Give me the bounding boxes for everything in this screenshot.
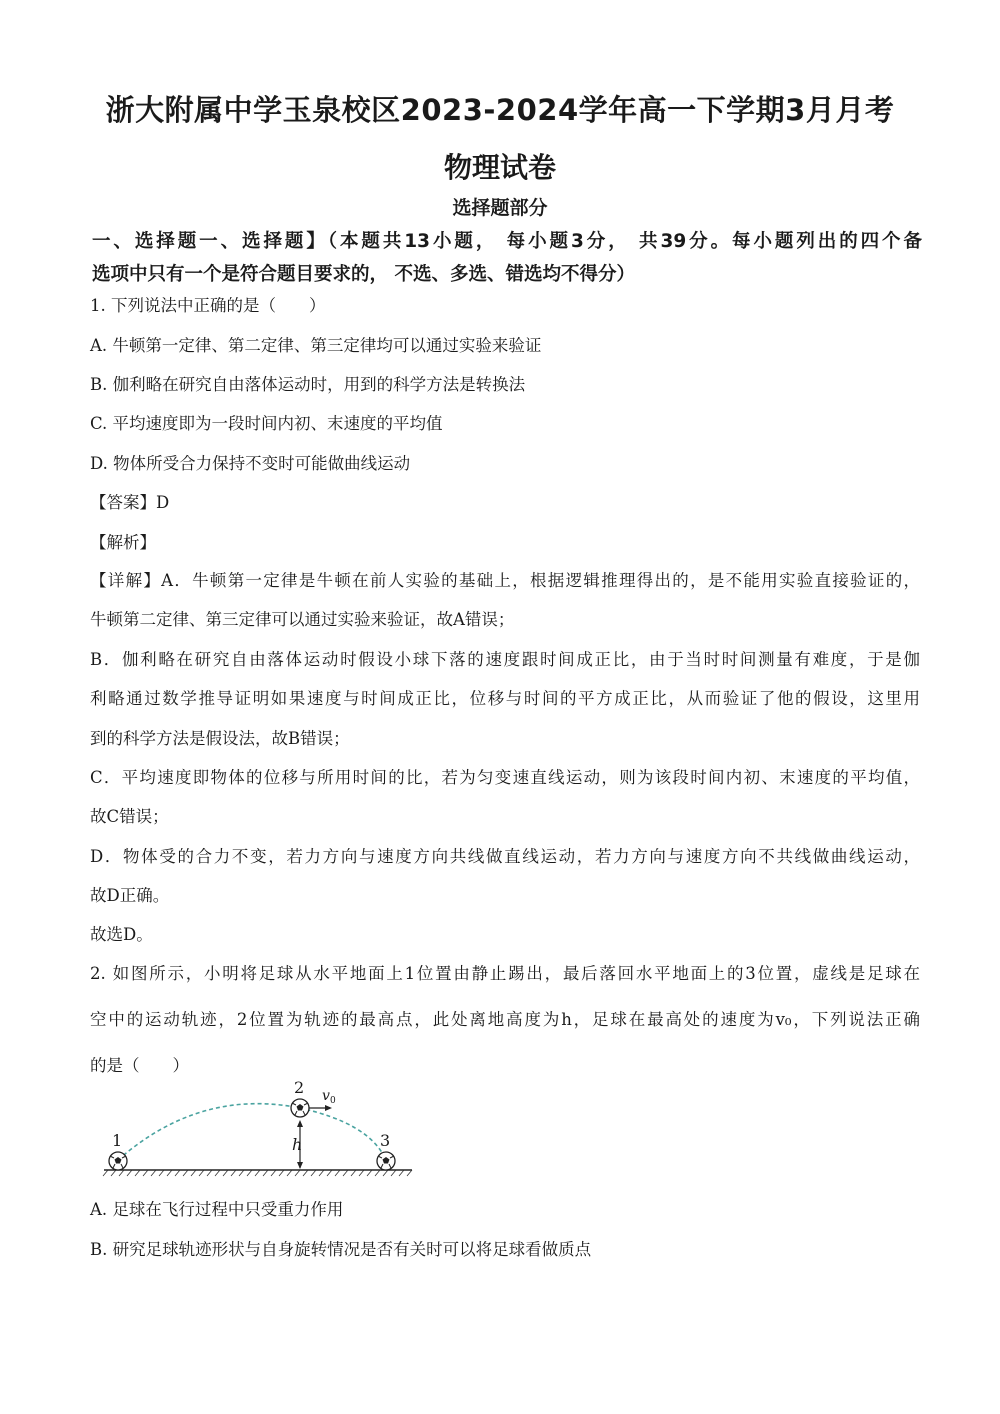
q1-detail-line: 故D正确。 [90,886,170,905]
label-height: h [292,1135,303,1154]
section-header-line-2: 选项中只有一个是符合题目要求的， 不选、多选、错选均不得分） [92,264,635,285]
q1-option-c: C. 平均速度即为一段时间内初、末速度的平均值 [90,414,443,433]
football-position-3 [377,1152,395,1170]
q1-option-d: D. 物体所受合力保持不变时可能做曲线运动 [90,454,411,473]
q1-conclusion: 故选D。 [90,925,153,944]
q1-option-a: A. 牛顿第一定律、第二定律、第三定律均可以通过实验来验证 [90,336,542,355]
section-header-line-1: 一、选择题一、选择题】（本题共13小题， 每小题3分， 共39分。每小题列出的四个备 [92,231,922,252]
label-position-2: 2 [294,1078,305,1097]
football-trajectory-figure [100,1078,420,1178]
q1-detail-line: 利略通过数学推导证明如果速度与时间成正比，位移与时间的平方成正比，从而验证了他的假设，这里用 [90,689,920,708]
q1-option-b: B. 伽利略在研究自由落体运动时，用到的科学方法是转换法 [90,375,526,394]
label-velocity: v [322,1088,330,1104]
q1-stem: 1. 下列说法中正确的是（ ） [90,296,326,315]
q2-option-b: B. 研究足球轨迹形状与自身旋转情况是否有关时可以将足球看做质点 [90,1240,592,1259]
q1-detail-line: 到的科学方法是假设法，故B错误； [90,729,350,748]
q2-stem-line: 空中的运动轨迹，2位置为轨迹的最高点，此处离地高度为h，足球在最高处的速度为v₀，下列说法正确 [90,1010,920,1029]
label-position-3: 3 [380,1131,391,1150]
q2-stem-line: 的是（ ） [90,1056,189,1075]
q1-detail-line: 牛顿第二定律、第三定律可以通过实验来验证，故A错误； [90,610,515,629]
label-velocity-subscript: 0 [330,1096,336,1106]
ground-hatching [103,1170,412,1176]
q1-detail-line: 故C错误； [90,807,169,826]
q1-detail-line: C．平均速度即物体的位移与所用时间的比，若为匀变速直线运动，则为该段时间内初、末速度的平均值， [90,768,920,787]
exam-title: 浙大附属中学玉泉校区2023-2024学年高一下学期3月月考 [105,93,895,127]
exam-subtitle: 物理试卷 [443,151,556,184]
q1-detail-line: B．伽利略在研究自由落体运动时假设小球下落的速度跟时间成正比，由于当时时间测量有难度，于是伽 [90,650,920,669]
q1-analysis-label: 【解析】 [90,533,156,552]
q1-detail-line: 【详解】A．牛顿第一定律是牛顿在前人实验的基础上，根据逻辑推理得出的，是不能用实验直接验证的， [90,571,920,590]
q2-option-a: A. 足球在飞行过程中只受重力作用 [90,1200,344,1219]
trajectory-dashed-curve [118,1104,385,1160]
part-heading: 选择题部分 [452,197,548,219]
football-position-1 [109,1152,127,1170]
football-position-2 [291,1099,309,1117]
label-position-1: 1 [112,1131,123,1150]
q2-stem-line: 2. 如图所示，小明将足球从水平地面上1位置由静止踢出，最后落回水平地面上的3位置，虚线是足球在 [90,964,920,983]
q1-answer: 【答案】D [90,493,170,512]
q1-detail-line: D．物体受的合力不变，若力方向与速度方向共线做直线运动，若力方向与速度方向不共线做曲线运动， [90,847,920,866]
